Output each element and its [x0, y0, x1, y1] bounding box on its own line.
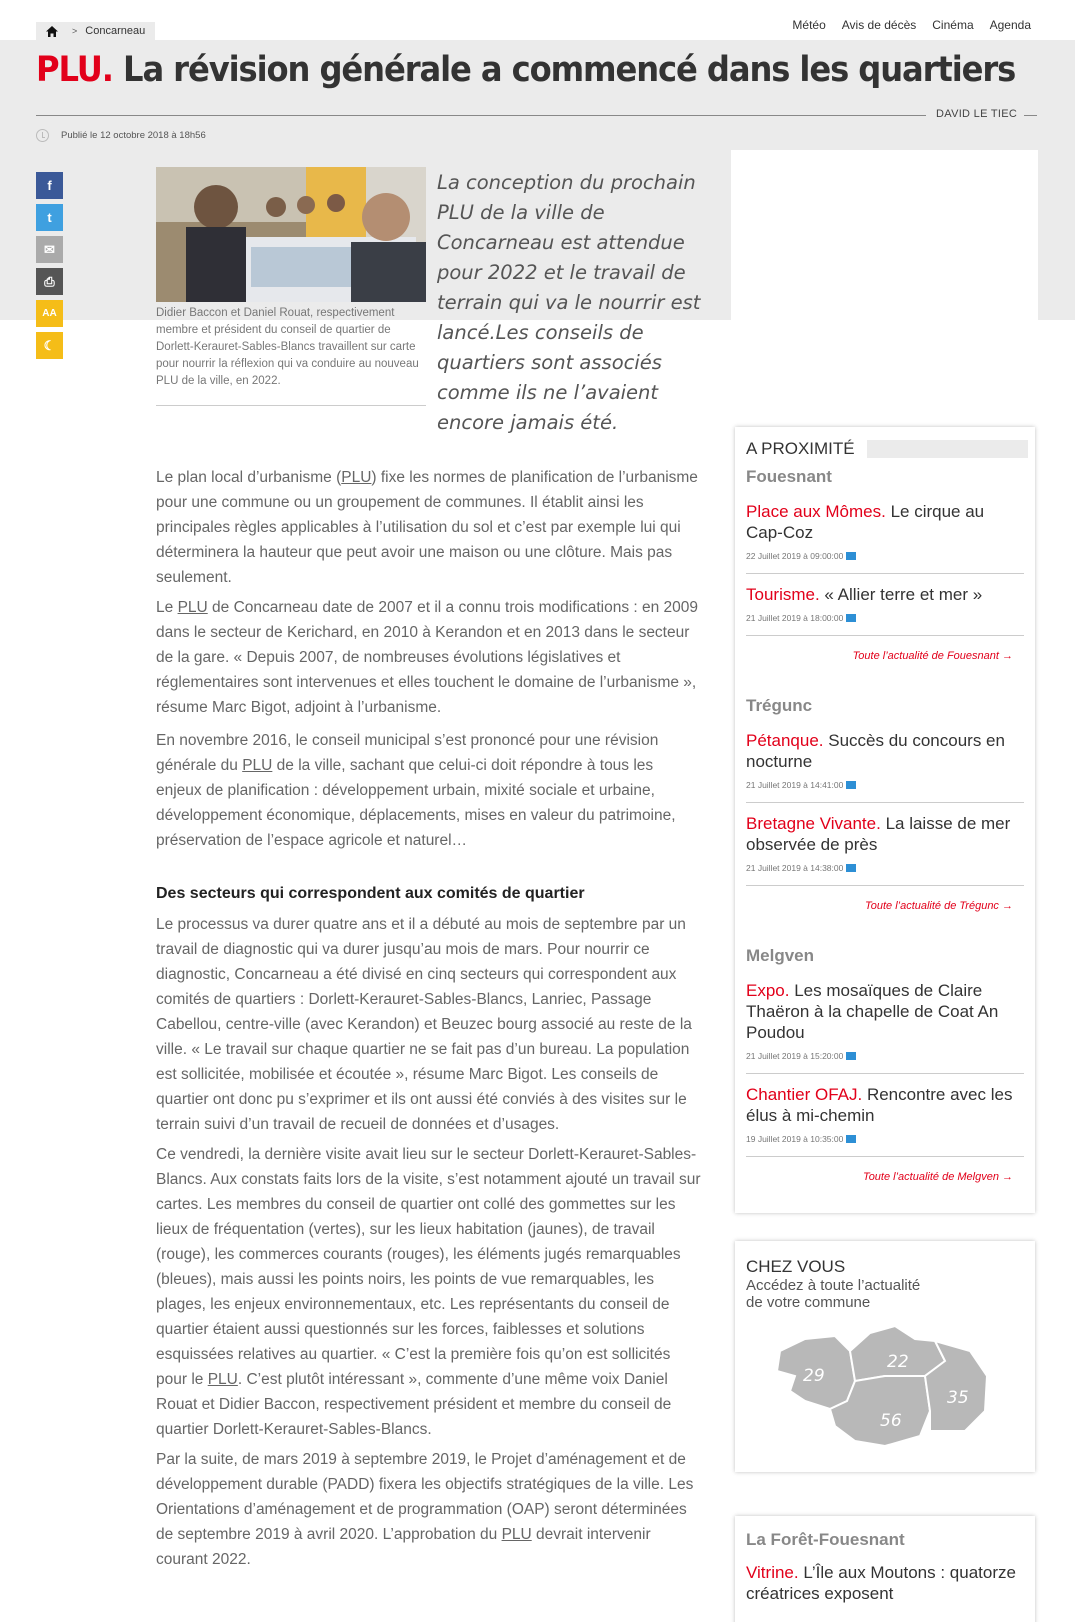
news-headline[interactable]: Expo. Les mosaïques de Claire Thaëron à la chapelle de Coat An Poudou — [746, 981, 999, 1042]
plu-link[interactable]: PLU — [177, 599, 208, 616]
town-heading[interactable]: Fouesnant — [746, 467, 832, 486]
news-headline[interactable]: Chantier OFAJ. Rencontre avec les élus à mi-chemin — [746, 1085, 1013, 1125]
article-photo[interactable] — [156, 167, 426, 302]
comment-icon[interactable] — [846, 614, 856, 622]
top-bar — [0, 0, 1075, 40]
title-divider — [36, 115, 926, 116]
plu-link[interactable]: PLU — [242, 757, 273, 774]
news-item[interactable] — [746, 726, 1024, 803]
plu-link[interactable]: PLU — [501, 1526, 532, 1543]
town-heading[interactable]: Melgven — [746, 946, 815, 965]
news-item[interactable] — [746, 1562, 1024, 1604]
share-bar — [36, 172, 63, 359]
twitter-share-button[interactable] — [36, 204, 63, 231]
article-paragraph: Ce vendredi, la dernière visite avait lieu sur le secteur Dorlett-Kerauret-Sables-Blancs. Aux constats faits lors de la visite, s’est notamment ajouté un travail sur cartes. Les membres du conseil de quartier ont collé des gommettes sur les lieux de fréquentation (vertes), sur les lieux habitation (jaunes), de travail (rouge), les commerces courants (rouges), les éléments jugés remarquables (bleues), mais aussi les points noirs, les points de vue remarquables, les plages, les enjeux environnementaux, etc. Les représentants du conseil de quartier étaient aussi questionnés sur les forces, faiblesses et solutions esquissées relatives au quartier. « C’est la première fois qu’on est sollicités pour le PLU. C’est plutôt intéressant », commente d’une même voix Daniel Rouat et Didier Baccon, respectivement président et membre du conseil de quartier Dorlett-Kerauret-Sables-Blancs. — [156, 1146, 701, 1438]
breadcrumb-current[interactable]: Concarneau — [85, 25, 146, 37]
news-item[interactable] — [746, 497, 1024, 574]
town-heading[interactable]: Trégunc — [746, 696, 813, 715]
news-date: 22 Juillet 2019 à 09:00:00 — [746, 551, 1024, 561]
clock-icon — [36, 129, 49, 142]
chez-vous-subtitle: Accédez à toute l’actualité — [746, 1277, 921, 1294]
news-date: 21 Juillet 2019 à 15:20:00 — [746, 1051, 1024, 1061]
department-label-22: 22 — [887, 1352, 909, 1372]
night-mode-icon: ☾ — [43, 337, 56, 353]
night-mode-share-button[interactable] — [36, 332, 63, 359]
breadcrumb — [36, 22, 155, 40]
plu-link[interactable]: PLU — [341, 469, 372, 486]
twitter-icon: t — [47, 210, 52, 225]
news-date: 21 Juillet 2019 à 14:38:00 — [746, 863, 1024, 873]
mail-share-button[interactable] — [36, 236, 63, 263]
facebook-icon: f — [47, 178, 52, 193]
more-news-link[interactable]: Toute l’actualité de Trégunc → — [865, 900, 1013, 912]
mail-icon: ✉ — [44, 241, 55, 257]
nav-cinema[interactable]: Cinéma — [932, 18, 974, 32]
article-paragraph: Le PLU de Concarneau date de 2007 et il a connu trois modifications : en 2009 dans le secteur de Kerichard, en 2010 à Kerandon et en 2013 dans le secteur de la gare. « Depuis 2007, de nombreuses évolutions législatives et réglementaires sont intervenues et elles touchent le domaine de l’urbanisme », résume Marc Bigot, adjoint à l’urbanisme. — [156, 599, 699, 716]
comment-icon[interactable] — [846, 781, 856, 789]
news-headline[interactable]: Place aux Mômes. Le cirque au Cap-Coz — [746, 502, 985, 542]
article-paragraph: Le plan local d’urbanisme (PLU) fixe les normes de planification de l’urbanisme pour une commune ou un groupement de communes. Il établit ainsi les principales règles applicables à l’utilisation du sol et c’est par exemple lui qui déterminera la hauteur que peut avoir une maison ou une clôture. Mais pas seulement. — [156, 469, 698, 586]
article-paragraph: En novembre 2016, le conseil municipal s’est prononcé pour une révision générale du PLU de la ville, sachant que celui-ci doit répondre à tous les enjeux de planification : développement urbain, mixité sociale et urbaine, développement économique, déplacements, mises en valeur du patrimoine, préservation de l’espace agricole et naturel… — [156, 732, 676, 849]
nav-avis-de-deces[interactable]: Avis de décès — [841, 18, 917, 32]
publication-date-text: Publié le 12 octobre 2018 à 18h56 — [61, 130, 206, 141]
news-headline[interactable]: Tourisme. « Allier terre et mer » — [746, 585, 983, 604]
department-label-56: 56 — [880, 1411, 902, 1431]
more-news-link[interactable]: Toute l’actualité de Melgven → — [862, 1171, 1013, 1183]
foret-box — [735, 1516, 1035, 1622]
news-item[interactable] — [746, 574, 1024, 636]
news-headline[interactable]: Bretagne Vivante. La laisse de mer observée de près — [746, 814, 1011, 854]
title-text: La révision générale a commencé dans les quartiers — [112, 50, 1016, 90]
article-paragraph: Par la suite, de mars 2019 à septembre 2019, le Projet d’aménagement et de développement durable (PADD) fixera les objectifs stratégiques de la ville. Les Orientations d’aménagement et de programmation (OAP) seront déterminées de septembre 2019 à avril 2020. L’approbation du PLU devrait intervenir courant 2022. — [156, 1451, 694, 1568]
article-paragraph: Le processus va durer quatre ans et il a débuté au mois de septembre par un travail de diagnostic qui va durer jusqu’au mois de mars. Pour nourrir ce diagnostic, Concarneau a été divisé en cinq secteurs qui correspondent aux comités de quartiers : Dorlett-Kerauret-Sables-Blancs, Lanriec, Passage Cabellou, centre-ville (avec Kerandon) et Beuzec bourg associé au reste de la ville. « Le travail sur chaque quartier ne se fait pas d’un bureau. La population est sollicitée, mobilisée et écoutée », résume Marc Bigot. Les conseils de quartier ont donc pu s’exprimer et ils ont aussi été conviés à des visites sur le terrain suivi d’un travail de recueil de données et d’usages. — [156, 916, 692, 1133]
chez-vous-box — [735, 1241, 1035, 1472]
page-title — [36, 50, 1015, 90]
print-icon: ⎙ — [44, 273, 55, 289]
print-share-button[interactable] — [36, 268, 63, 295]
comment-icon[interactable] — [846, 1135, 856, 1143]
title-kicker: PLU. — [36, 50, 113, 90]
news-item[interactable] — [746, 803, 1024, 886]
brittany-map[interactable] — [775, 1321, 995, 1461]
author-name[interactable]: DAVID LE TIEC — [936, 108, 1018, 120]
facebook-share-button[interactable] — [36, 172, 63, 199]
town-heading[interactable]: La Forêt-Fouesnant — [746, 1530, 905, 1549]
home-icon[interactable] — [46, 26, 58, 37]
article-subtitle: Des secteurs qui correspondent aux comités de quartier — [156, 885, 585, 902]
proximite-title: A PROXIMITÉ — [735, 427, 1035, 459]
breadcrumb-separator: > — [72, 26, 78, 36]
chez-vous-subtitle: de votre commune — [746, 1294, 871, 1311]
comment-icon[interactable] — [846, 1052, 856, 1060]
news-item[interactable] — [746, 976, 1024, 1074]
font-size-share-button[interactable] — [36, 300, 63, 327]
news-item[interactable] — [746, 1074, 1024, 1157]
chez-vous-title: CHEZ VOUS — [746, 1257, 846, 1276]
department-label-29: 29 — [803, 1366, 825, 1386]
article-body — [156, 465, 701, 1577]
news-date: 19 Juillet 2019 à 10:35:00 — [746, 1134, 1024, 1144]
news-date: 21 Juillet 2019 à 14:41:00 — [746, 780, 1024, 790]
article-lead: La conception du prochain PLU de la ville de Concarneau est attendue pour 2022 et le travail de terrain qui va le nourrir est lancé.Les conseils de quartiers sont associés comme ils ne l’avaient encore jamais été. — [437, 171, 701, 434]
caption-divider — [156, 405, 426, 406]
title-bar — [867, 440, 1028, 458]
plu-link[interactable]: PLU — [207, 1371, 238, 1388]
department-label-35: 35 — [947, 1388, 969, 1408]
comment-icon[interactable] — [846, 864, 856, 872]
advertisement-slot — [731, 150, 1038, 400]
nav-meteo[interactable]: Météo — [792, 18, 826, 32]
author-divider — [1024, 115, 1037, 116]
font-size-icon: AA — [42, 308, 57, 319]
news-headline[interactable]: Vitrine. L’Île aux Moutons : quatorze créatrices exposent — [746, 1563, 1016, 1603]
news-headline[interactable]: Pétanque. Succès du concours en nocturne — [746, 731, 1005, 771]
proximite-box — [735, 427, 1035, 1213]
comment-icon[interactable] — [846, 552, 856, 560]
more-news-link[interactable]: Toute l’actualité de Fouesnant → — [852, 650, 1013, 662]
publication-date — [36, 129, 206, 142]
photo-caption: Didier Baccon et Daniel Rouat, respectivement membre et président du conseil de quartier de Dorlett-Kerauret-Sables-Blancs travaillent sur carte pour nourrir la réflexion qui va conduire au nouveau PLU de la ville, en 2022. — [156, 307, 419, 387]
nav-agenda[interactable]: Agenda — [989, 18, 1031, 32]
top-navigation — [792, 18, 1031, 32]
news-date: 21 Juillet 2019 à 18:00:00 — [746, 613, 1024, 623]
